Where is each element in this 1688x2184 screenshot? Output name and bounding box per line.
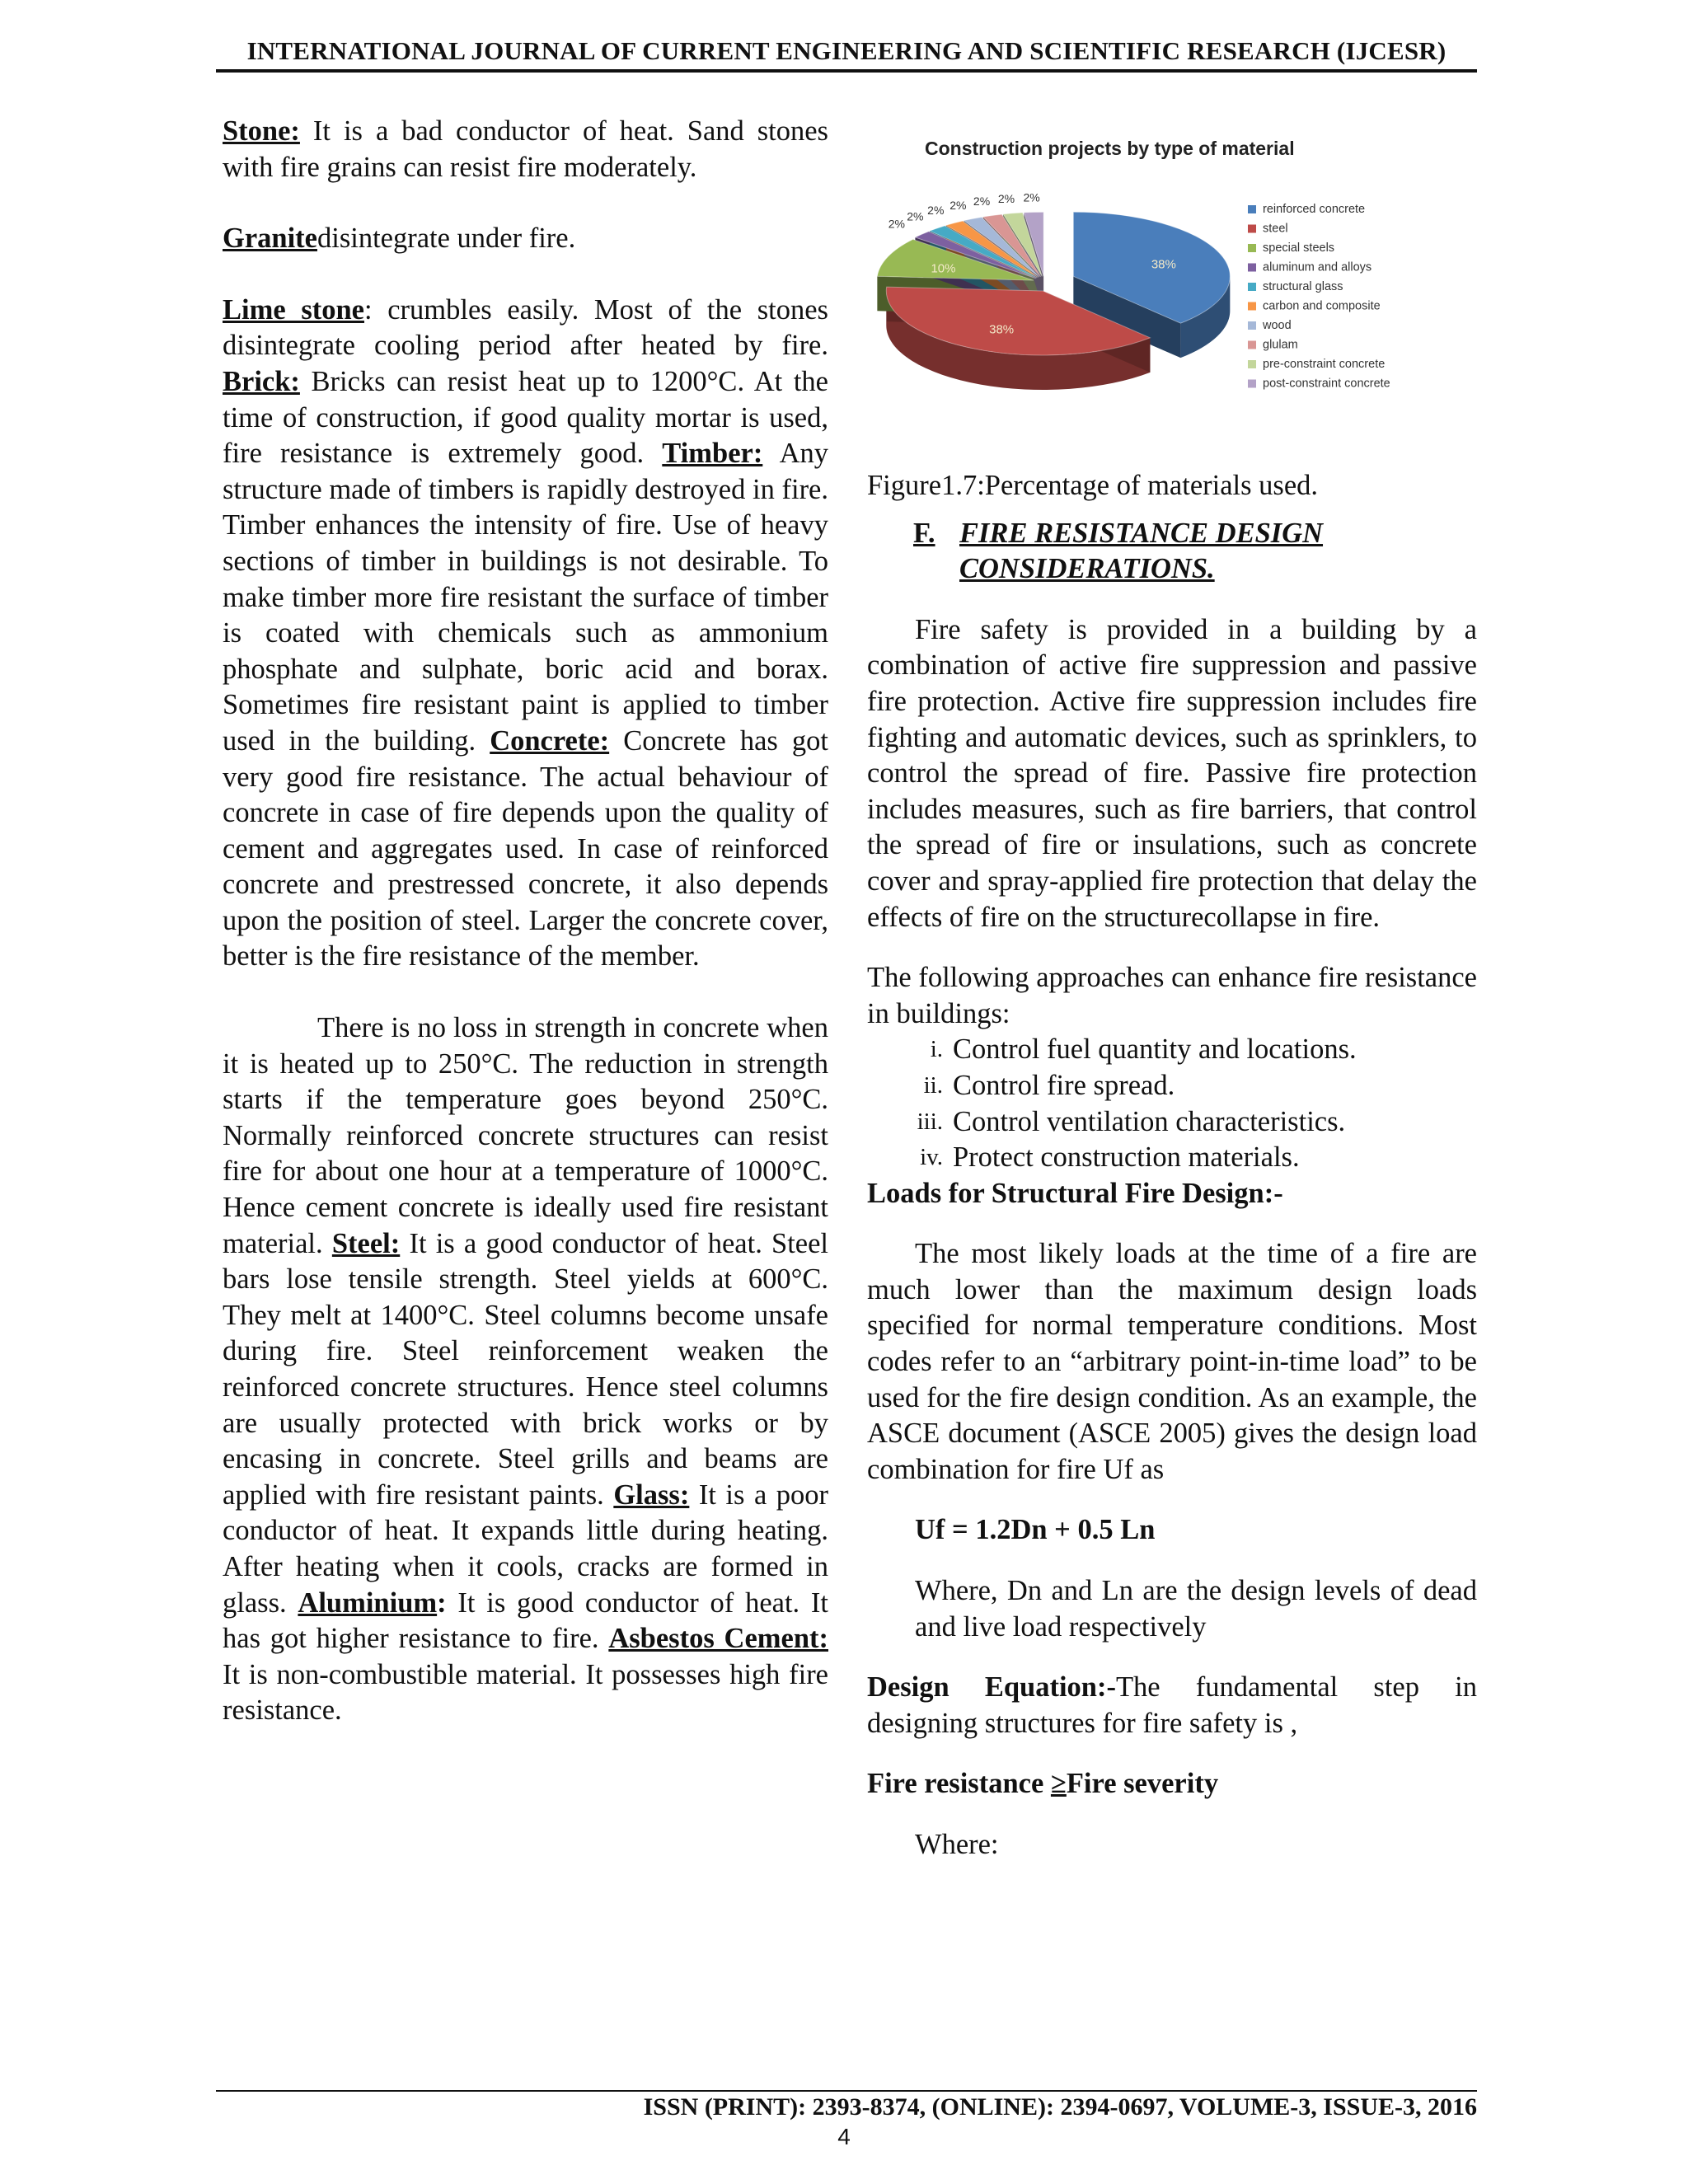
limestone-paragraph [223,293,828,975]
list-item [867,1068,1477,1104]
legend-swatch [1248,244,1256,252]
pie-chart-figure [867,114,1477,468]
timber-term: Timber: [662,438,763,470]
legend-entry: carbon and composite [1263,299,1381,313]
load-formula: Uf = 1.2Dn + 0.5 Ln [915,1514,1156,1546]
where-label: Where: [915,1829,999,1860]
legend-swatch [1248,360,1256,368]
pie-data-label: 2% [927,204,945,218]
list-item [867,1104,1477,1141]
stone-term: Stone: [223,115,300,147]
legend-entry: special steels [1263,241,1335,255]
design-equation-paragraph [867,1670,1477,1741]
legend-entry: post-constraint concrete [1263,377,1390,391]
concrete-text: Concrete has got very good fire resistance. The actual behaviour of concrete in case of fire depends upon the quality of cement and aggregates used. In case of reinforced concrete and prestressed concrete, it also depends upon the position of steel. Larger the concrete cover, better is the fire resistance of the member. [223,724,828,972]
glass-term: Glass: [613,1479,690,1511]
design-equation-text: The fundamental step in designing structures for fire safety is , [867,1671,1477,1739]
legend-entry: wood [1263,319,1292,332]
fire-resistance-rhs: Fire severity [1066,1768,1219,1800]
list-item-number: i. [930,1036,943,1063]
pie-data-label: 2% [950,198,967,212]
list-item-text: Control fuel quantity and locations. [953,1033,1357,1066]
brick-term: Brick: [223,365,300,397]
limestone-text: : crumbles easily. Most of the stones disintegrate cooling period after heated by fire. [223,293,828,362]
asbestos-term: Asbestos Cement: [608,1623,828,1655]
legend-entry: reinforced concrete [1263,203,1366,216]
stone-text: It is a bad conductor of heat. Sand stones with fire grains can resist fire moderately. [223,115,828,183]
steel-term: Steel: [331,1227,401,1259]
concrete-term: Concrete: [490,724,610,757]
journal-header: INTERNATIONAL JOURNAL OF CURRENT ENGINEERING AND SCIENTIFIC RESEARCH (IJCESR) [246,36,1447,65]
right-column [867,114,1477,1863]
greater-equal-symbol: ≥ [1050,1768,1067,1800]
list-item-number: iv. [920,1144,943,1171]
granite-term: Granite [223,223,317,255]
legend-swatch [1248,225,1256,233]
design-equation-term: Design Equation:- [867,1671,1116,1704]
aluminium-term: Aluminium [298,1586,438,1619]
steel-text: It is a good conductor of heat. Steel bars lose tensile strength. Steel yields at 600°C. They melt at 1400°C. Steel columns become unsafe during fire. Steel reinforcement weaken the reinforced concrete structures. Hence steel columns are usually protected with brick works or by encasing in concrete. Steel grills and beams are applied with fire resistant paints. [223,1227,829,1511]
legend-entry: pre-constraint concrete [1263,358,1386,371]
legend-swatch [1248,205,1256,213]
loads-paragraph: The most likely loads at the time of a fire are much lower than the maximum design loads specified for normal temperature conditions. Most codes refer to an “arbitrary point-in-time load” to be used for the fire design condition. As an example, the ASCE document (ASCE 2005) gives the design load combination for fire Uf as [867,1238,1477,1485]
section-letter: F. [913,517,935,549]
pie-data-label: 38% [989,322,1015,337]
pie-data-label: 2% [997,191,1015,205]
approaches-intro: The following approaches can enhance fire resistance in buildings: [867,962,1477,1029]
section-title: FIRE RESISTANCE DESIGN CONSIDERATIONS. [959,517,1324,585]
list-item-number: iii. [917,1108,943,1135]
section-heading [867,516,1477,588]
formula-where: Where, Dn and Ln are the design levels of dead and live load respectively [915,1575,1477,1643]
left-column [223,114,828,1729]
aluminium-colon: : [437,1586,447,1619]
list-item-text: Control ventilation characteristics. [953,1105,1346,1137]
limestone-term: Lime stone [223,293,364,326]
page-number: 4 [837,2124,851,2149]
pie-data-label: 38% [1151,257,1176,272]
issn-footer: ISSN (PRINT): 2393-8374, (ONLINE): 2394-0697, VOLUME-3, ISSUE-3, 2016 [643,2093,1477,2121]
fire-resistance-inequality [867,1766,1477,1802]
brick-text: Bricks can resist heat up to 1200°C. At the time of construction, if good quality mortar is used, fire resistance is extremely good. [223,365,828,470]
pie-data-label: 10% [931,261,956,276]
legend-swatch [1248,341,1256,349]
glass-text: It is a poor conductor of heat. It expands little during heating. After heating when it cools, cracks are formed in glass. [223,1479,829,1619]
pie-chart [867,114,1477,468]
approaches-list [867,1032,1477,1175]
legend-entry: steel [1263,222,1288,236]
pie-data-label: 2% [907,209,924,223]
timber-text: Any structure made of timbers is rapidly destroyed in fire. Timber enhances the intensity of fire. Use of heavy sections of timber in buildings is not desirable. To make timber more fire resistant the surface of timber is coated with chemicals such as ammonium phosphate and sulphate, boric acid and borax. Sometimes fire resistant paint is applied to timber used in the building. [223,438,828,757]
loads-heading: Loads for Structural Fire Design:- [867,1177,1283,1209]
legend-swatch [1248,302,1256,311]
list-item-text: Control fire spread. [953,1069,1175,1101]
pie-data-label: 2% [888,217,905,231]
chart-legend [1248,203,1390,391]
legend-entry: aluminum and alloys [1263,260,1372,274]
granite-text: disintegrate under fire. [316,223,576,255]
list-item [867,1140,1477,1176]
legend-swatch [1248,264,1256,272]
list-item [867,1032,1477,1068]
legend-entry: structural glass [1263,280,1343,293]
asbestos-text: It is non-combustible material. It possesses high fire resistance. [223,1658,828,1727]
pie-data-label: 2% [1023,190,1040,204]
footer-rule [216,2090,1477,2092]
legend-swatch [1248,321,1256,330]
pie-data-label: 2% [973,194,991,209]
stone-paragraph [223,114,828,185]
fire-resistance-lhs: Fire resistance [867,1768,1051,1800]
legend-swatch [1248,283,1256,291]
aluminium-text: It is good conductor of heat. It has got higher resistance to fire. [223,1586,828,1655]
strength-paragraph [223,1010,828,1729]
list-item-text: Protect construction materials. [953,1141,1300,1174]
strength-text: There is no loss in strength in concrete when it is heated up to 250°C. The reduction in strength starts if the temperature goes beyond 250°C. Normally reinforced concrete structures can resist fire for about one hour at a temperature of 1000°C. Hence cement concrete is ideally used fire resistant material. [223,1012,828,1259]
legend-entry: glulam [1263,338,1298,352]
fire-safety-paragraph: Fire safety is provided in a building by a combination of active fire suppression and passive fire protection. Active fire suppression includes fire fighting and automatic devices, such as sprinklers, to control the spread of fire. Passive fire protection includes measures, such as fire barriers, that control the spread of fire or insulations, such as concrete cover and spray-applied fire protection that delay the effects of fire on the structurecollapse in fire. [867,613,1477,933]
figure-caption: Figure1.7:Percentage of materials used. [867,470,1319,501]
chart-title: Construction projects by type of material [925,138,1295,159]
list-item-number: ii. [923,1071,943,1099]
header-rule [216,69,1477,73]
granite-paragraph [223,221,828,257]
legend-swatch [1248,380,1256,388]
